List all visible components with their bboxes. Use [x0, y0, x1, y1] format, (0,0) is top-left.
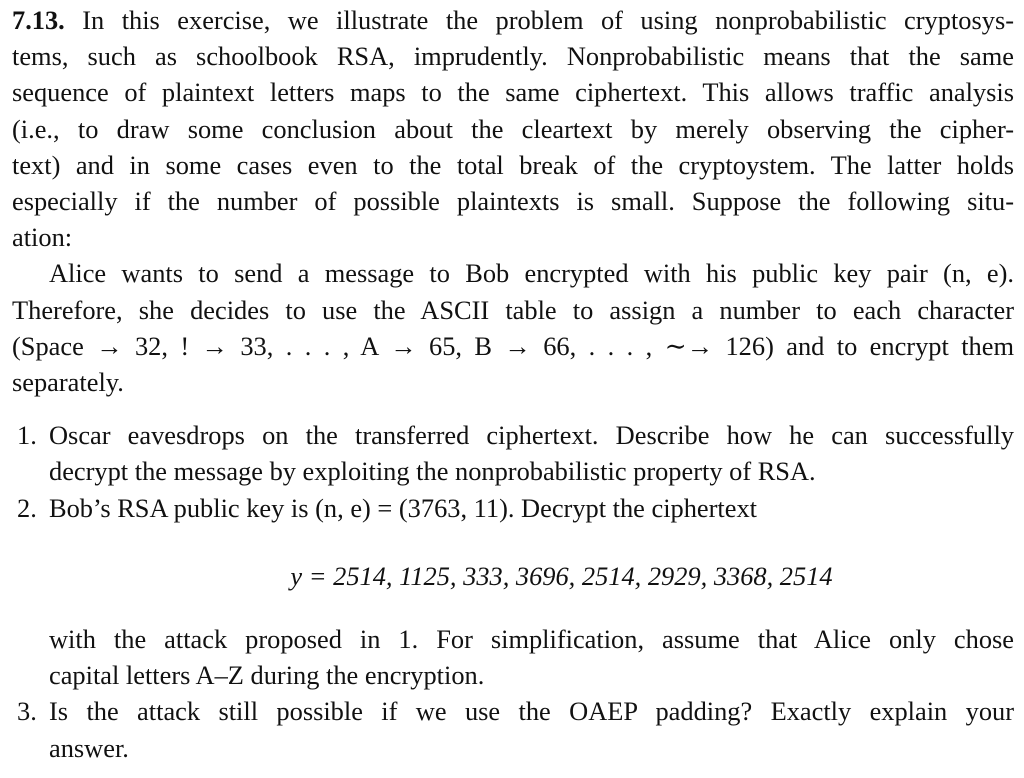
intro-line: especially if the number of possible plaintexts is small. Suppose the following situ- [12, 186, 1014, 217]
scenario-line: (Space → 32, ! → 33, . . . , A → 65, B → 66, . . . , ∼→ 126) and to encrypt them [12, 330, 1014, 361]
ciphertext-equation: y = 2514, 1125, 333, 3696, 2514, 2929, 3368, 2514 [290, 560, 833, 591]
question-item [12, 490, 1014, 694]
scenario-line: separately. [12, 367, 124, 398]
exercise-scenario [12, 255, 1014, 400]
question-item [12, 693, 1014, 765]
exercise-number: 7.13. [12, 5, 65, 35]
intro-line: tems, such as schoolbook RSA, imprudently. Nonprobabilistic means that the same [12, 41, 1014, 72]
exercise-intro [12, 2, 1014, 255]
question-list [12, 417, 1014, 766]
question-number: 1. [17, 420, 37, 451]
intro-line: sequence of plaintext letters maps to the same ciphertext. This allows traffic analysis [12, 77, 1014, 108]
scenario-line: Alice wants to send a message to Bob encrypted with his public key pair (n, e). [49, 258, 1014, 289]
question-number: 3. [17, 696, 37, 727]
scenario-line: Therefore, she decides to use the ASCII table to assign a number to each character [12, 294, 1014, 325]
question-line: with the attack proposed in 1. For simplification, assume that Alice only chose [49, 624, 1014, 655]
question-line: Oscar eavesdrops on the transferred ciphertext. Describe how he can successfully [49, 420, 1014, 451]
question-line: capital letters A–Z during the encryption. [49, 660, 485, 691]
question-line: Bob’s RSA public key is (n, e) = (3763, 11). Decrypt the ciphertext [49, 492, 757, 523]
intro-line: (i.e., to draw some conclusion about the cleartext by merely observing the cipher- [12, 113, 1014, 144]
intro-line: ation: [12, 222, 73, 253]
question-line: Is the attack still possible if we use the OAEP padding? Exactly explain your [49, 696, 1014, 727]
question-item [12, 417, 1014, 489]
question-line: answer. [49, 732, 129, 763]
intro-line: text) and in some cases even to the total break of the cryptoystem. The latter holds [12, 149, 1014, 180]
question-number: 2. [17, 492, 37, 523]
intro-line: 7.13. In this exercise, we illustrate the problem of using nonprobabilistic cryptosys- [12, 5, 1014, 35]
question-line: decrypt the message by exploiting the nonprobabilistic property of RSA. [49, 456, 816, 487]
